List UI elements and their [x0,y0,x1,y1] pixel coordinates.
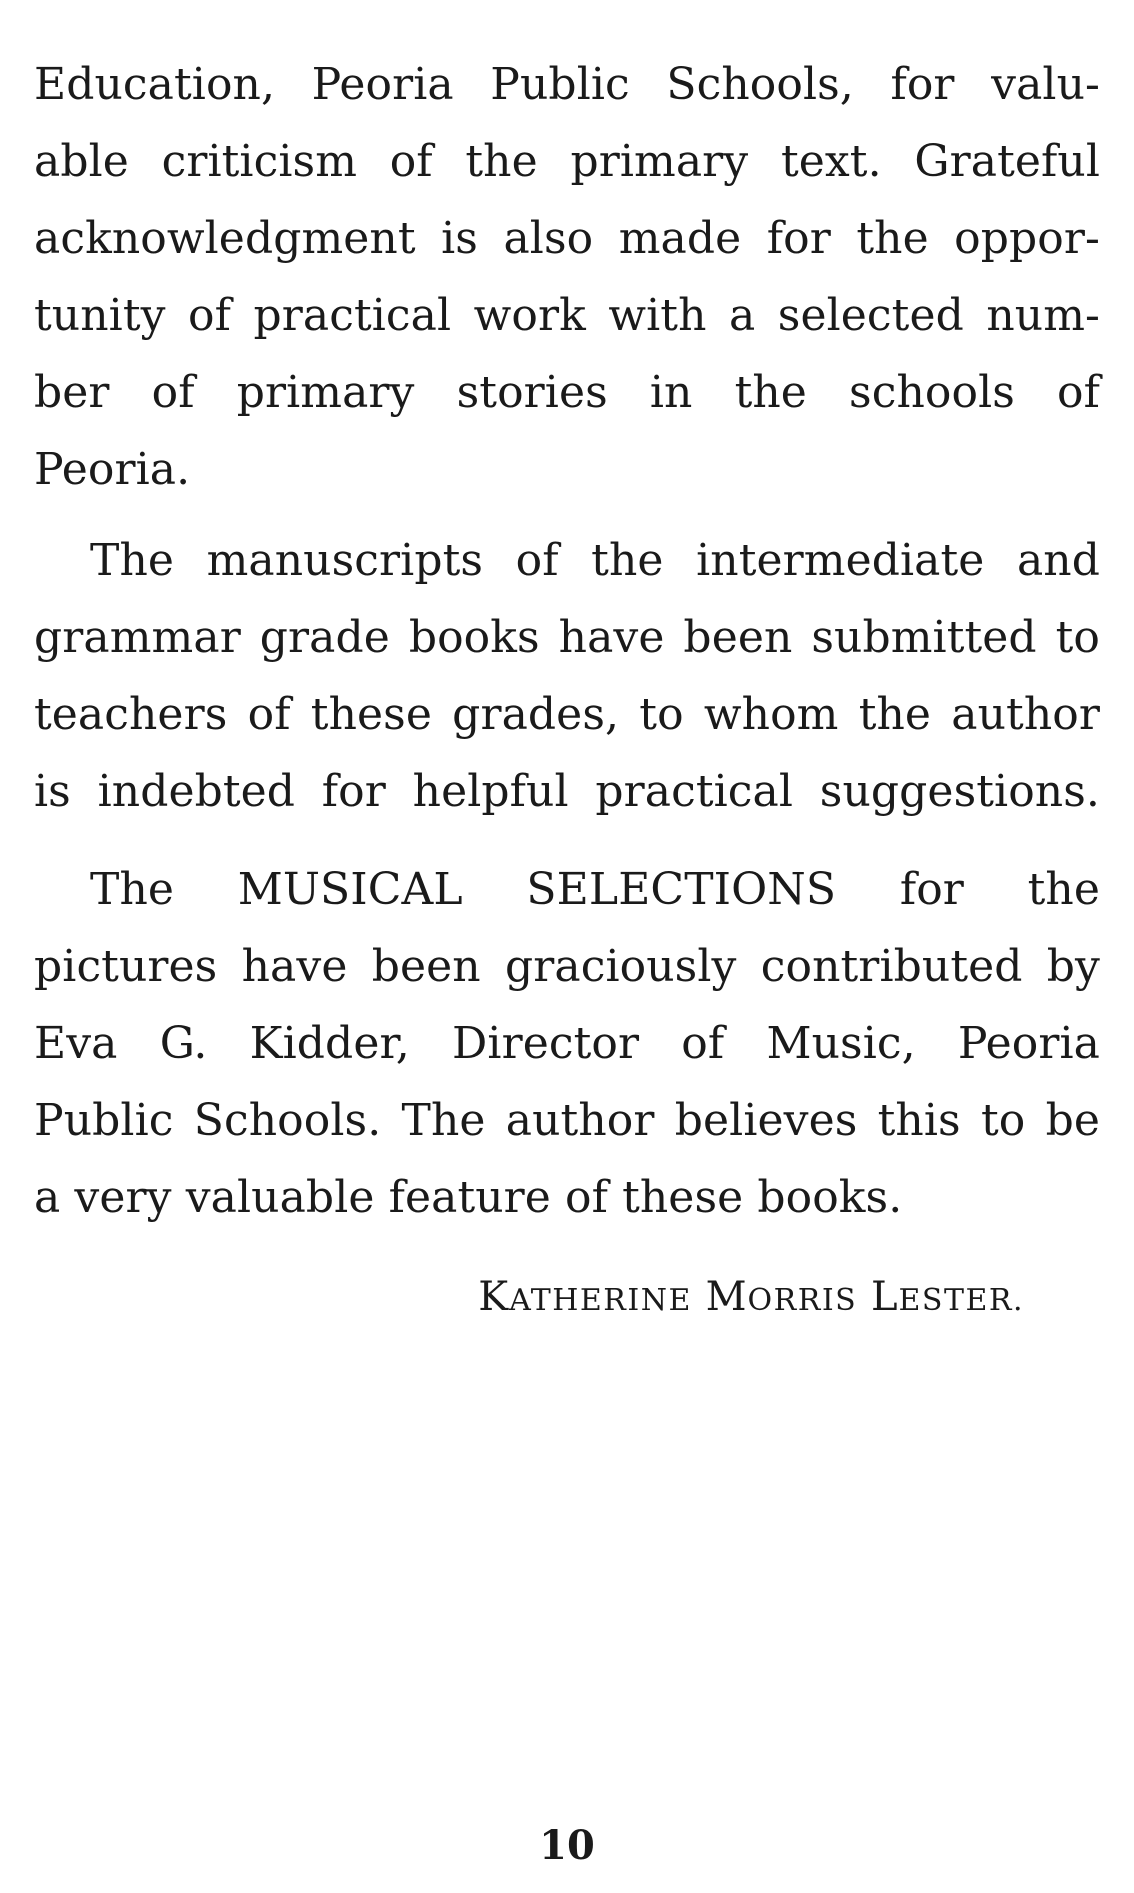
text-line: Eva G. Kidder, Director of Music, Peoria [34,1018,1100,1069]
text-line: Education, Peoria Public Schools, for valu- [34,59,1100,110]
signature-smallcaps: ORRIS [747,1283,858,1318]
author-signature [478,1274,1024,1320]
text-line: The MUSICAL SELECTIONS for the [90,864,1100,915]
text-line: acknowledgment is also made for the oppor- [34,213,1100,264]
text-line: teachers of these grades, to whom the author [34,689,1100,740]
text-line: tunity of practical work with a selected num- [34,290,1100,341]
signature-smallcaps: ATHERINE [509,1283,692,1318]
paragraph-musical-selections [34,851,1100,1236]
paragraph-acknowledgment-continued [34,46,1100,508]
text-line: is indebted for helpful practical suggestions. [34,766,1100,817]
text-line: pictures have been graciously contributed by [34,941,1100,992]
paragraph-manuscripts [34,522,1100,830]
text-line: Public Schools. The author believes this to be [34,1095,1100,1146]
signature-initial: M [705,1274,748,1320]
signature-initial: L [870,1274,899,1320]
page-number: 10 [539,1822,595,1869]
signature-smallcaps: ESTER. [898,1283,1024,1318]
text-line: The manuscripts of the intermediate and [90,535,1100,586]
signature-initial: K [478,1274,510,1320]
text-line: ber of primary stories in the schools of [34,367,1100,418]
text-line: a very valuable feature of these books. [34,1172,903,1223]
text-line: grammar grade books have been submitted to [34,612,1100,663]
text-line: able criticism of the primary text. Grateful [34,136,1100,187]
text-line: Peoria. [34,444,191,495]
